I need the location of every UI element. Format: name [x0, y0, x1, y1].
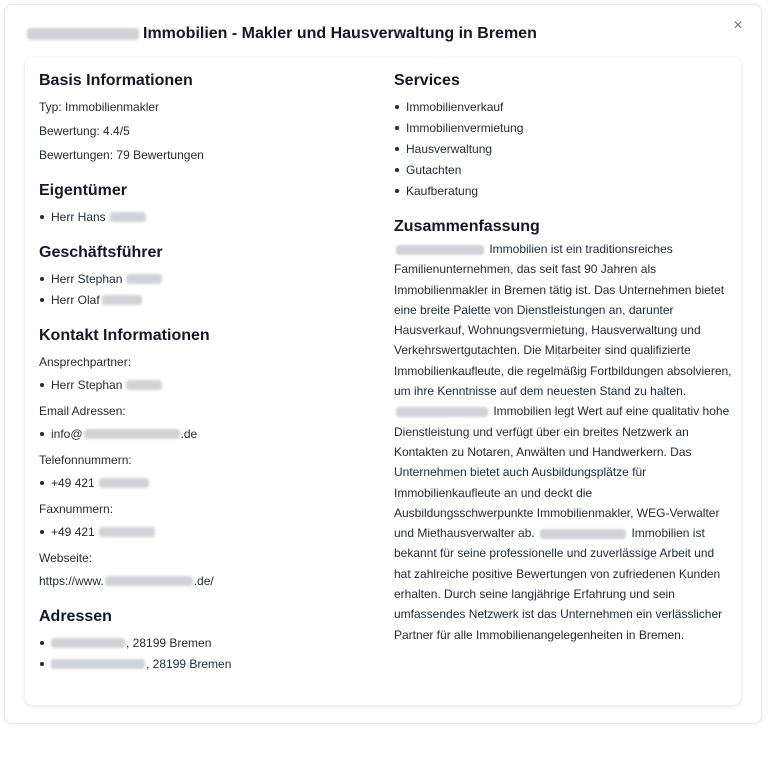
bewertung-label: Bewertung: — [39, 124, 100, 138]
redacted-name — [126, 380, 162, 390]
redacted-number — [99, 527, 155, 537]
geschaeftsfuehrer-section — [39, 243, 379, 308]
bewertungen-label: Bewertungen: — [39, 148, 114, 162]
list-item: , 28199 Bremen — [39, 656, 379, 672]
info-card — [25, 57, 741, 705]
list-item: Herr Stephan — [39, 271, 379, 287]
redacted-company-name — [540, 529, 626, 539]
redacted-company-name — [396, 407, 488, 417]
adressen-heading: Adressen — [39, 608, 112, 625]
geschaeftsfuehrer-heading: Geschäftsführer — [39, 244, 163, 261]
company-detail-modal — [4, 4, 762, 724]
list-item: Kaufberatung — [394, 183, 734, 199]
fax-item: +49 421 — [39, 524, 379, 540]
ansprechpartner-label: Ansprechpartner: — [39, 355, 132, 369]
typ-label: Typ: — [39, 100, 62, 114]
list-item: Immobilienvermietung — [394, 120, 734, 136]
services-heading: Services — [394, 72, 460, 89]
redacted-street — [51, 659, 145, 669]
modal-title-text: Immobilien - Makler und Hausverwaltung in Bremen — [143, 25, 537, 42]
email-label: Email Adressen: — [39, 404, 126, 418]
kontakt-section — [39, 326, 379, 589]
telefon-label: Telefonnummern: — [39, 453, 132, 467]
telefon-item[interactable]: +49 421 — [39, 475, 379, 491]
basis-heading: Basis Informationen — [39, 72, 193, 89]
redacted-number — [99, 478, 149, 488]
eigentuemer-section — [39, 181, 379, 225]
zusammenfassung-heading: Zusammenfassung — [394, 218, 540, 235]
redacted-domain — [105, 576, 193, 586]
webseite-link[interactable]: https://www. .de/ — [39, 574, 214, 588]
email-item[interactable]: info@ .de — [39, 426, 379, 442]
bewertungen-value: 79 Bewertungen — [116, 148, 204, 162]
fax-label: Faxnummern: — [39, 502, 114, 516]
redacted-domain — [84, 429, 180, 439]
left-column — [39, 71, 379, 690]
summary-text: Immobilien ist ein traditionsreiches Familienunternehmen, das seit fast 90 Jahren als Immobilienmakler in Bremen tätig ist. Das Unternehmen bietet eine breite Palette von Dienstleistungen an, darunter Hausverkauf, Wohnungsvermietung, Hausverwaltung und Verkehrswertgutachten. Die Mitarbeiter sind qualifizierte Immobilienkaufleute, die regelmäßig Fortbildungen absolvieren, um ihre Kenntnisse auf dem neuesten Stand zu halten. Immobilien legt Wert auf eine qualitativ hohe Dienstleistung und verfügt über ein breites Netzwerk an Kontakten zu Notaren, Anwälten und Handwerkern. Das Unternehmen bietet auch Ausbildungsplätze für Immobilienkaufleute an und deckt die Ausbildungsschwerpunkte Immobilienmakler, WEG-Verwalter und Miethausverwalter ab. Immobilien ist bekannt für seine professionelle und zuverlässige Arbeit und hat zahlreiche positive Bewertungen von zufriedenen Kunden erhalten. Durch seine langjährige Erfahrung und sein umfassendes Netzwerk ist das Unternehmen ein verlässlicher Partner für alle Immobilienangelegenheiten in Bremen. — [394, 242, 732, 642]
zusammenfassung-section — [394, 217, 734, 645]
eigentuemer-heading: Eigentümer — [39, 182, 128, 199]
webseite-label: Webseite: — [39, 551, 93, 565]
redacted-name — [102, 295, 142, 305]
list-item: Immobilienverkauf — [394, 99, 734, 115]
list-item: Gutachten — [394, 162, 734, 178]
list-item: Hausverwaltung — [394, 141, 734, 157]
adressen-section — [39, 607, 379, 672]
typ-row — [39, 99, 379, 115]
bewertungen-row — [39, 147, 379, 163]
right-column — [394, 71, 734, 663]
close-button[interactable]: × — [733, 17, 743, 34]
typ-value: Immobilienmakler — [65, 100, 160, 114]
list-item: Herr Olaf — [39, 292, 379, 308]
redacted-name — [126, 274, 162, 284]
redacted-name — [110, 212, 146, 222]
list-item: , 28199 Bremen — [39, 635, 379, 651]
redacted-company-name — [27, 28, 139, 40]
kontakt-heading: Kontakt Informationen — [39, 327, 210, 344]
ansprechpartner-item: Herr Stephan — [39, 377, 379, 393]
redacted-company-name — [396, 245, 484, 255]
bewertung-value: 4.4/5 — [103, 124, 130, 138]
modal-title — [25, 25, 537, 43]
list-item: Herr Hans — [39, 209, 379, 225]
basis-section — [39, 71, 379, 163]
services-section — [394, 71, 734, 199]
redacted-street — [51, 638, 125, 648]
bewertung-row — [39, 123, 379, 139]
